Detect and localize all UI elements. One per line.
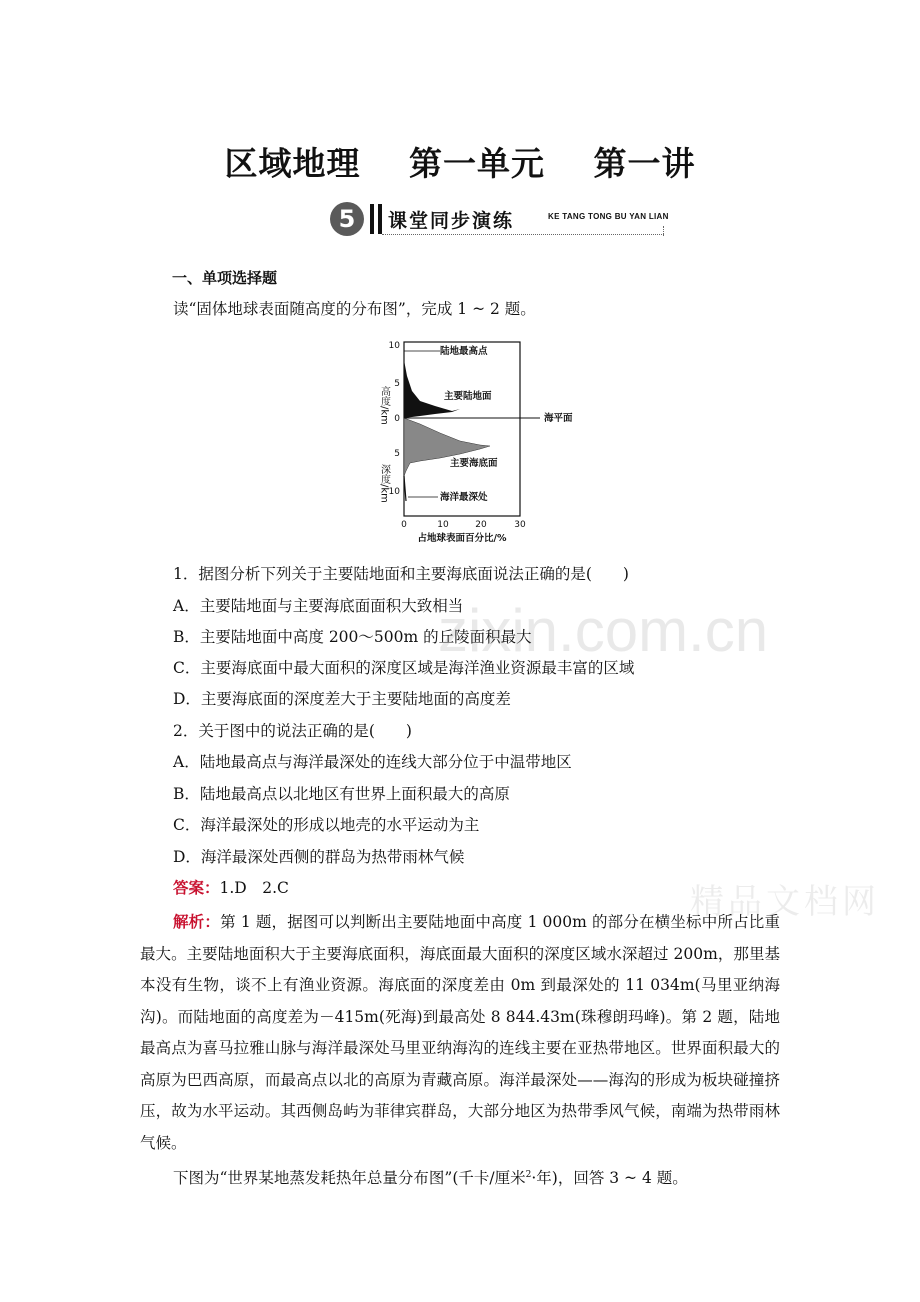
- x-tick-label: 20: [475, 520, 487, 530]
- analysis-label: 解析：: [173, 913, 221, 931]
- question-option: C．主要海底面中最大面积的深度区域是海洋渔业资源最丰富的区域: [173, 659, 635, 677]
- x-tick-label: 0: [401, 520, 407, 530]
- y-axis-lower-label: 深度/km: [378, 464, 390, 503]
- elevation-distribution-figure: [360, 336, 600, 546]
- y-axis-upper-label: 高度/km: [378, 386, 390, 425]
- annotation-highest-point: 陆地最高点: [440, 346, 488, 357]
- page-title: [0, 138, 920, 185]
- y-tick-label: 5: [394, 449, 400, 459]
- next-intro: [173, 1165, 688, 1188]
- question-option: A．主要陆地面与主要海底面面积大致相当: [173, 597, 464, 615]
- banner-label: 课堂同步演练: [388, 210, 515, 232]
- title-part-3: 第一讲: [593, 144, 696, 183]
- next-intro-sup: 2: [525, 1170, 532, 1180]
- annotation-deepest-point: 海洋最深处: [440, 492, 488, 503]
- answer-line: [173, 878, 289, 898]
- y-tick-label: 5: [394, 379, 400, 389]
- intro-text: 读“固体地球表面随高度的分布图”，完成 1 ~ 2 题。: [173, 300, 536, 318]
- x-tick-label: 10: [437, 520, 449, 530]
- question-stem: 1．据图分析下列关于主要陆地面和主要海底面说法正确的是( ): [173, 565, 629, 583]
- banner-number-badge: 5: [330, 202, 364, 236]
- annotation-main-seafloor: 主要海底面: [450, 458, 498, 469]
- banner-pinyin: KE TANG TONG BU YAN LIAN: [548, 212, 669, 221]
- section-heading: 一、单项选择题: [172, 269, 278, 287]
- x-axis-label: 占地球表面百分比/%: [417, 533, 507, 544]
- banner-rule-end: [663, 226, 664, 236]
- question-option: D．海洋最深处西侧的群岛为热带雨林气候: [173, 848, 465, 866]
- banner-divider: [378, 204, 382, 234]
- y-tick-label: 0: [394, 414, 400, 424]
- y-tick-label: 10: [388, 487, 400, 497]
- question-option: A．陆地最高点与海洋最深处的连线大部分位于中温带地区: [173, 753, 572, 771]
- next-intro-after: ·年)，回答 3 ~ 4 题。: [531, 1169, 688, 1188]
- x-tick-label: 30: [514, 520, 526, 530]
- title-part-1: 区域地理: [224, 144, 361, 183]
- annotation-main-land: 主要陆地面: [444, 391, 492, 402]
- title-part-2: 第一单元: [409, 144, 545, 183]
- annotation-sea-level: 海平面: [544, 413, 573, 424]
- question-option: B．主要陆地面中高度 200～500m 的丘陵面积最大: [173, 628, 532, 646]
- question-option: C．海洋最深处的形成以地壳的水平运动为主: [173, 816, 480, 834]
- next-intro-before: 下图为“世界某地蒸发耗热年总量分布图”(千卡/厘米: [173, 1169, 526, 1188]
- question-option: D．主要海底面的深度差大于主要陆地面的高度差: [173, 690, 511, 708]
- question-stem: 2．关于图中的说法正确的是( ): [173, 722, 412, 740]
- banner-rule: [382, 234, 664, 235]
- question-option: B．陆地最高点以北地区有世界上面积最大的高原: [173, 785, 510, 803]
- watermark-text: zixin.com.cn: [438, 597, 769, 664]
- section-banner: [330, 200, 670, 240]
- watermark-text-secondary: 精品文档网: [690, 882, 880, 922]
- y-tick-label: 10: [388, 341, 400, 351]
- analysis-paragraph: [140, 907, 780, 1159]
- analysis-text: 第 1 题，据图可以判断出主要陆地面中高度 1 000m 的部分在横坐标中所占比重最大。主要陆地面积大于主要海底面积，海底面最大面积的深度区域水深超过 200m，那里基本没有生物，谈不上有渔业资源。海底面的深度差由 0m 到最深处的 11 034m(马里亚纳海沟)。而陆地面的高度差为－415m(死海)到最高处 8 844.43m(珠穆朗玛峰)。第 2 题，陆地最高点为喜马拉雅山脉与海洋最深处马里亚纳海沟的连线主要在亚热带地区。世界面积最大的高原为巴西高原，而最高点以北的高原为青藏高原。海洋最深处——海沟的形成为板块碰撞挤压，故为水平运动。其西侧岛屿为菲律宾群岛，大部分地区为热带季风气候，南端为热带雨林气候。: [140, 913, 780, 1152]
- answer-text: 1.D 2.C: [219, 879, 289, 897]
- banner-divider: [370, 204, 374, 234]
- answer-label: 答案：: [173, 879, 220, 897]
